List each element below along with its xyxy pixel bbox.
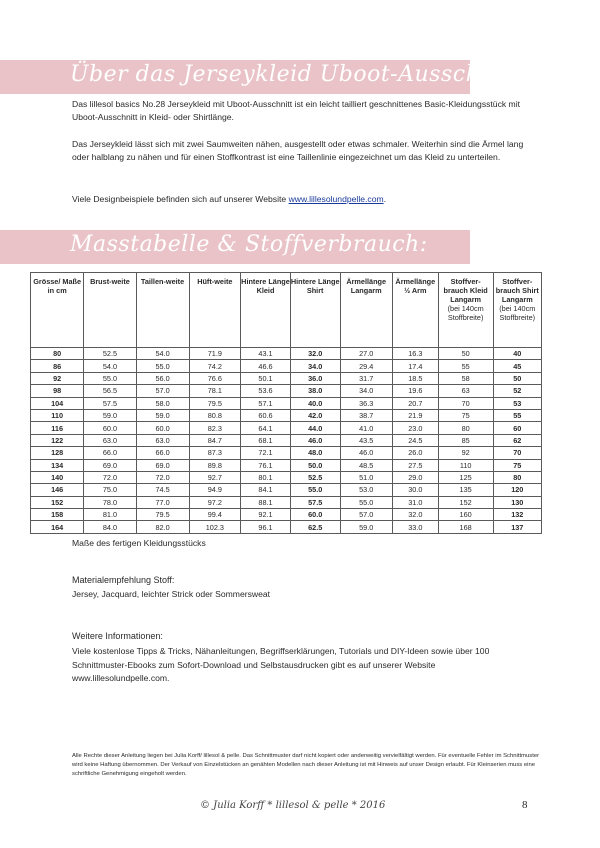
- table-row: [31, 459, 542, 471]
- table-cell: 134: [31, 459, 84, 471]
- table-cell: 70: [438, 397, 493, 409]
- table-cell: 64.1: [241, 422, 291, 434]
- table-cell: 29.4: [340, 360, 392, 372]
- table-cell: 57.0: [136, 385, 189, 397]
- table-cell: 82.3: [189, 422, 241, 434]
- table-caption: Maße des fertigen Kleidungsstücks: [72, 538, 206, 548]
- table-cell: 57.0: [340, 509, 392, 521]
- table-cell: 132: [493, 509, 541, 521]
- table-cell: 74.5: [136, 484, 189, 496]
- table-cell: 86: [31, 360, 84, 372]
- table-cell: 102.3: [189, 521, 241, 533]
- table-cell: 77.0: [136, 496, 189, 508]
- column-header: [340, 273, 392, 348]
- table-cell: 20.7: [392, 397, 438, 409]
- table-cell: 72.0: [84, 471, 136, 483]
- table-row: [31, 521, 542, 533]
- intro-paragraph-1: Das lillesol basics No.28 Jerseykleid mit Uboot-Ausschnitt ist ein leicht tailliert geschnittenes Basic-Kleidungsstück mit Uboot-Ausschnitt in Kleid- oder Shirtlänge.: [72, 99, 521, 122]
- website-text: Viele Designbeispiele befinden sich auf unserer Website: [72, 194, 289, 204]
- table-cell: 137: [493, 521, 541, 533]
- table-cell: 80: [438, 422, 493, 434]
- table-cell: 72.0: [136, 471, 189, 483]
- column-header-label: Stoffver-brauch Shirt Langarm: [495, 277, 539, 304]
- section-banner-size-table: [0, 230, 470, 264]
- table-cell: 68.1: [241, 434, 291, 446]
- table-cell: 32.0: [290, 348, 340, 360]
- section-title-about: Über das Jerseykleid Uboot-Ausschnitt:: [70, 62, 530, 87]
- section-title-size-table: Masstabelle & Stoffverbrauch:: [70, 232, 428, 257]
- info-heading: Weitere Informationen:: [72, 631, 163, 641]
- table-cell: 48.0: [290, 447, 340, 459]
- table-cell: 80.1: [241, 471, 291, 483]
- footer-copyright: © Julia Korff * lillesol & pelle * 2016: [200, 800, 386, 811]
- table-cell: 23.0: [392, 422, 438, 434]
- table-cell: 17.4: [392, 360, 438, 372]
- size-table: [30, 272, 542, 534]
- table-cell: 18.5: [392, 372, 438, 384]
- table-cell: 164: [31, 521, 84, 533]
- intro-paragraph-3: [72, 193, 532, 206]
- table-cell: 38.0: [290, 385, 340, 397]
- table-cell: 56.0: [136, 372, 189, 384]
- table-row: [31, 484, 542, 496]
- table-cell: 50: [493, 372, 541, 384]
- column-header-label: Brust-weite: [90, 277, 130, 286]
- table-cell: 46.0: [290, 434, 340, 446]
- table-cell: 58: [438, 372, 493, 384]
- table-cell: 53.0: [340, 484, 392, 496]
- table-row: [31, 372, 542, 384]
- column-header-label: Hintere Länge Kleid: [241, 277, 290, 295]
- table-cell: 31.7: [340, 372, 392, 384]
- table-cell: 72.1: [241, 447, 291, 459]
- table-cell: 63.0: [136, 434, 189, 446]
- table-row: [31, 447, 542, 459]
- table-cell: 78.1: [189, 385, 241, 397]
- table-cell: 94.9: [189, 484, 241, 496]
- table-cell: 63: [438, 385, 493, 397]
- table-cell: 59.0: [84, 409, 136, 421]
- table-cell: 59.0: [136, 409, 189, 421]
- table-row: [31, 509, 542, 521]
- table-cell: 27.0: [340, 348, 392, 360]
- table-cell: 168: [438, 521, 493, 533]
- table-cell: 43.5: [340, 434, 392, 446]
- table-cell: 50: [438, 348, 493, 360]
- column-header: [392, 273, 438, 348]
- table-cell: 43.1: [241, 348, 291, 360]
- table-cell: 57.5: [290, 496, 340, 508]
- table-cell: 52: [493, 385, 541, 397]
- table-cell: 55: [438, 360, 493, 372]
- table-cell: 27.5: [392, 459, 438, 471]
- table-cell: 55.0: [290, 484, 340, 496]
- table-cell: 55.0: [84, 372, 136, 384]
- table-cell: 36.3: [340, 397, 392, 409]
- table-cell: 32.0: [392, 509, 438, 521]
- column-header: [438, 273, 493, 348]
- table-cell: 26.0: [392, 447, 438, 459]
- table-cell: 30.0: [392, 484, 438, 496]
- table-cell: 98: [31, 385, 84, 397]
- table-cell: 24.5: [392, 434, 438, 446]
- column-header: [290, 273, 340, 348]
- table-row: [31, 409, 542, 421]
- table-cell: 78.0: [84, 496, 136, 508]
- table-cell: 53.6: [241, 385, 291, 397]
- table-cell: 21.9: [392, 409, 438, 421]
- info-text: Viele kostenlose Tipps & Tricks, Nähanleitungen, Begriffserklärungen, Tutorials und DIY-Ideen sowie über 100 Schnittmuster-Ebooks zum Sofort-Download und Selbstausdrucken gibt es auf unserer Website www.lillesolundpelle.com.: [72, 646, 490, 683]
- column-header: [241, 273, 291, 348]
- table-cell: 48.5: [340, 459, 392, 471]
- table-cell: 56.5: [84, 385, 136, 397]
- table-cell: 62.5: [290, 521, 340, 533]
- table-cell: 80.8: [189, 409, 241, 421]
- table-cell: 97.2: [189, 496, 241, 508]
- table-cell: 54.0: [84, 360, 136, 372]
- table-cell: 92: [31, 372, 84, 384]
- table-cell: 63.0: [84, 434, 136, 446]
- table-cell: 57.1: [241, 397, 291, 409]
- column-header: [84, 273, 136, 348]
- table-cell: 46.0: [340, 447, 392, 459]
- table-cell: 29.0: [392, 471, 438, 483]
- table-cell: 125: [438, 471, 493, 483]
- table-cell: 92.7: [189, 471, 241, 483]
- material-heading: Materialempfehlung Stoff:: [72, 575, 175, 585]
- table-cell: 88.1: [241, 496, 291, 508]
- table-cell: 41.0: [340, 422, 392, 434]
- column-header-label: Grösse/ Maße in cm: [33, 277, 82, 295]
- size-table-body: [31, 348, 542, 534]
- table-cell: 69.0: [84, 459, 136, 471]
- table-cell: 84.0: [84, 521, 136, 533]
- table-cell: 110: [438, 459, 493, 471]
- intro-paragraph-2: Das Jerseykleid lässt sich mit zwei Saumweiten nähen, ausgestellt oder etwas schmaler. Weiterhin sind die Ärmel lang oder halblang zu nähen und für einen Stoffkontrast ist eine Taillenlinie eingezeichnet um das Kleid zu unterteilen.: [72, 139, 524, 162]
- table-cell: 46.6: [241, 360, 291, 372]
- website-end: .: [383, 194, 387, 204]
- table-cell: 52.5: [290, 471, 340, 483]
- table-cell: 84.1: [241, 484, 291, 496]
- table-cell: 60.0: [84, 422, 136, 434]
- table-cell: 34.0: [290, 360, 340, 372]
- table-cell: 38.7: [340, 409, 392, 421]
- table-cell: 104: [31, 397, 84, 409]
- table-cell: 152: [31, 496, 84, 508]
- table-cell: 135: [438, 484, 493, 496]
- table-cell: 84.7: [189, 434, 241, 446]
- website-link[interactable]: www.lillesolundpelle.com: [288, 194, 384, 204]
- table-cell: 55: [493, 409, 541, 421]
- table-cell: 60: [493, 422, 541, 434]
- column-header-note: (bei 140cm Stoffbreite): [499, 304, 536, 322]
- table-cell: 54.0: [136, 348, 189, 360]
- legal-notice: Alle Rechte dieser Anleitung liegen bei Julia Korff/ lillesol & pelle. Das Schnittmuster darf nicht kopiert oder anderweitig vervielfältigt werden. Für eventuelle Fehler im Schnittmuster wird keine Haftung übernommen. Der Verkauf von Einzelstücken an genähten Modellen nach dieser Anleitung ist mit Hinweis auf unser Design erlaubt. Für Kleinserien muss eine schriftliche Genehmigung eingeholt werden.: [72, 753, 540, 777]
- table-cell: 74.2: [189, 360, 241, 372]
- table-cell: 152: [438, 496, 493, 508]
- table-cell: 89.8: [189, 459, 241, 471]
- table-cell: 99.4: [189, 509, 241, 521]
- table-cell: 59.0: [340, 521, 392, 533]
- table-cell: 70: [493, 447, 541, 459]
- table-row: [31, 471, 542, 483]
- table-cell: 130: [493, 496, 541, 508]
- table-cell: 85: [438, 434, 493, 446]
- table-cell: 55.0: [340, 496, 392, 508]
- table-cell: 52.5: [84, 348, 136, 360]
- table-cell: 158: [31, 509, 84, 521]
- table-cell: 79.5: [189, 397, 241, 409]
- column-header-label: Ärmellänge ½ Arm: [395, 277, 436, 295]
- table-cell: 50.1: [241, 372, 291, 384]
- table-cell: 82.0: [136, 521, 189, 533]
- table-cell: 51.0: [340, 471, 392, 483]
- table-cell: 19.6: [392, 385, 438, 397]
- column-header: [31, 273, 84, 348]
- table-cell: 160: [438, 509, 493, 521]
- table-cell: 110: [31, 409, 84, 421]
- table-cell: 140: [31, 471, 84, 483]
- table-cell: 42.0: [290, 409, 340, 421]
- table-cell: 92: [438, 447, 493, 459]
- column-header-note: (bei 140cm Stoffbreite): [447, 304, 484, 322]
- section-banner-about: [0, 60, 530, 94]
- column-header: [493, 273, 541, 348]
- column-header-label: Taillen-weite: [140, 277, 185, 286]
- table-cell: 40.0: [290, 397, 340, 409]
- material-text: Jersey, Jacquard, leichter Strick oder Sommersweat: [72, 589, 271, 599]
- table-cell: 75: [493, 459, 541, 471]
- table-row: [31, 348, 542, 360]
- table-cell: 36.0: [290, 372, 340, 384]
- table-cell: 87.3: [189, 447, 241, 459]
- table-cell: 53: [493, 397, 541, 409]
- table-cell: 96.1: [241, 521, 291, 533]
- table-cell: 76.1: [241, 459, 291, 471]
- table-cell: 66.0: [136, 447, 189, 459]
- size-table-header: [31, 273, 542, 348]
- table-cell: 60.6: [241, 409, 291, 421]
- table-cell: 75: [438, 409, 493, 421]
- table-cell: 45: [493, 360, 541, 372]
- table-cell: 146: [31, 484, 84, 496]
- page-number: 8: [522, 799, 528, 811]
- column-header-label: Hintere Länge Shirt: [290, 277, 340, 295]
- table-row: [31, 434, 542, 446]
- table-cell: 34.0: [340, 385, 392, 397]
- table-cell: 128: [31, 447, 84, 459]
- table-cell: 79.5: [136, 509, 189, 521]
- table-cell: 80: [493, 471, 541, 483]
- table-cell: 116: [31, 422, 84, 434]
- table-cell: 31.0: [392, 496, 438, 508]
- table-cell: 55.0: [136, 360, 189, 372]
- table-cell: 69.0: [136, 459, 189, 471]
- table-cell: 60.0: [136, 422, 189, 434]
- table-row: [31, 496, 542, 508]
- table-cell: 57.5: [84, 397, 136, 409]
- table-cell: 60.0: [290, 509, 340, 521]
- table-cell: 80: [31, 348, 84, 360]
- column-header-label: Ärmellänge Langarm: [346, 277, 387, 295]
- column-header: [136, 273, 189, 348]
- table-cell: 75.0: [84, 484, 136, 496]
- table-cell: 120: [493, 484, 541, 496]
- table-cell: 62: [493, 434, 541, 446]
- table-row: [31, 360, 542, 372]
- table-cell: 58.0: [136, 397, 189, 409]
- table-cell: 33.0: [392, 521, 438, 533]
- table-cell: 76.6: [189, 372, 241, 384]
- table-cell: 71.9: [189, 348, 241, 360]
- table-cell: 50.0: [290, 459, 340, 471]
- table-row: [31, 397, 542, 409]
- table-cell: 66.0: [84, 447, 136, 459]
- table-cell: 44.0: [290, 422, 340, 434]
- table-cell: 92.1: [241, 509, 291, 521]
- table-cell: 40: [493, 348, 541, 360]
- column-header-label: Stoffver-brauch Kleid Langarm: [443, 277, 488, 304]
- table-row: [31, 422, 542, 434]
- table-cell: 81.0: [84, 509, 136, 521]
- table-cell: 16.3: [392, 348, 438, 360]
- table-cell: 122: [31, 434, 84, 446]
- column-header-label: Hüft-weite: [197, 277, 233, 286]
- column-header: [189, 273, 241, 348]
- table-row: [31, 385, 542, 397]
